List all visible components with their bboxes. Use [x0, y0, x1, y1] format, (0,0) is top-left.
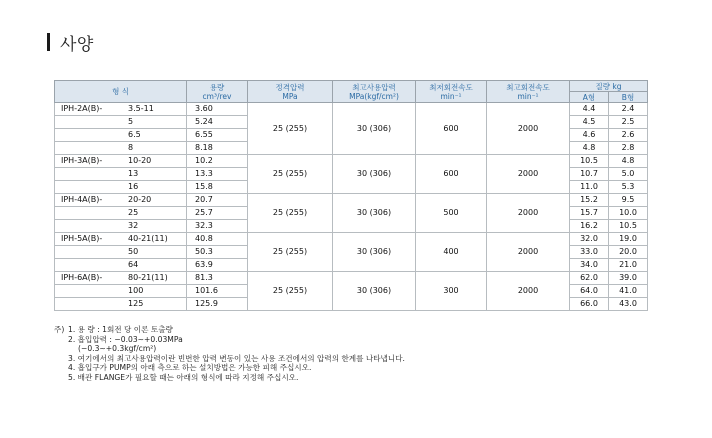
table-row	[55, 194, 648, 207]
model-cell	[55, 246, 121, 259]
title-marker	[47, 33, 50, 51]
size-cell: 40-21(11)	[120, 233, 186, 246]
header-max-speed-label: 최고회전속도	[506, 82, 550, 92]
header-rated-pressure-label: 정격압력	[275, 82, 305, 92]
notes-prefix: 주)	[54, 325, 65, 334]
weight-a-cell: 16.2	[570, 220, 609, 233]
size-cell: 64	[120, 259, 186, 272]
rated-pressure-cell: 25 (255)	[248, 103, 333, 155]
weight-a-cell: 11.0	[570, 181, 609, 194]
size-cell: 5	[120, 116, 186, 129]
table-row	[55, 155, 648, 168]
rated-pressure-cell: 25 (255)	[248, 272, 333, 311]
displacement-cell: 50.3	[187, 246, 248, 259]
weight-a-cell: 10.7	[570, 168, 609, 181]
model-cell	[55, 259, 121, 272]
max-pressure-cell: 30 (306)	[333, 155, 416, 194]
weight-a-cell: 10.5	[570, 155, 609, 168]
size-cell: 10-20	[120, 155, 186, 168]
header-min-speed-unit: min⁻¹	[440, 91, 462, 101]
model-cell	[55, 116, 121, 129]
weight-a-cell: 15.7	[570, 207, 609, 220]
model-cell	[55, 298, 121, 311]
max-pressure-cell: 30 (306)	[333, 233, 416, 272]
model-cell: IPH-2A(B)-	[55, 103, 121, 116]
model-cell	[55, 207, 121, 220]
max-pressure-cell: 30 (306)	[333, 194, 416, 233]
displacement-cell: 5.24	[187, 116, 248, 129]
weight-b-cell: 9.5	[609, 194, 648, 207]
header-weight-b: B형	[609, 92, 648, 103]
max-speed-cell: 2000	[487, 194, 570, 233]
weight-a-cell: 33.0	[570, 246, 609, 259]
header-model: 형 식	[55, 81, 187, 103]
header-max-pressure	[333, 81, 416, 103]
model-cell: IPH-5A(B)-	[55, 233, 121, 246]
header-rated-pressure	[248, 81, 333, 103]
weight-b-cell: 19.0	[609, 233, 648, 246]
displacement-cell: 10.2	[187, 155, 248, 168]
weight-b-cell: 39.0	[609, 272, 648, 285]
displacement-cell: 8.18	[187, 142, 248, 155]
size-cell: 6.5	[120, 129, 186, 142]
min-speed-cell: 500	[416, 194, 487, 233]
weight-a-cell: 62.0	[570, 272, 609, 285]
size-cell: 100	[120, 285, 186, 298]
displacement-cell: 63.9	[187, 259, 248, 272]
weight-a-cell: 64.0	[570, 285, 609, 298]
header-displacement-label: 용량	[209, 82, 225, 92]
header-max-pressure-unit: MPa(kgf/cm²)	[349, 91, 399, 101]
weight-b-cell: 43.0	[609, 298, 648, 311]
weight-b-cell: 5.3	[609, 181, 648, 194]
header-max-pressure-label: 최고사용압력	[352, 82, 396, 92]
min-speed-cell: 600	[416, 103, 487, 155]
max-speed-cell: 2000	[487, 155, 570, 194]
table-row	[55, 272, 648, 285]
max-pressure-cell: 30 (306)	[333, 103, 416, 155]
max-speed-cell: 2000	[487, 103, 570, 155]
weight-a-cell: 15.2	[570, 194, 609, 207]
size-cell: 25	[120, 207, 186, 220]
note-2: 2. 흡입압력 : −0.03~+0.03MPa	[68, 334, 183, 344]
max-speed-cell: 2000	[487, 233, 570, 272]
model-cell: IPH-6A(B)-	[55, 272, 121, 285]
notes	[54, 325, 405, 383]
header-min-speed	[416, 81, 487, 103]
note-3: 3. 여기에서의 최고사용압력이란 빈번한 압력 변동이 있는 사용 조건에서의 압력의 한계를 나타냅니다.	[68, 353, 405, 363]
displacement-cell: 6.55	[187, 129, 248, 142]
weight-a-cell: 4.4	[570, 103, 609, 116]
weight-b-cell: 2.4	[609, 103, 648, 116]
weight-b-cell: 5.0	[609, 168, 648, 181]
rated-pressure-cell: 25 (255)	[248, 233, 333, 272]
table-row	[55, 103, 648, 116]
rated-pressure-cell: 25 (255)	[248, 155, 333, 194]
max-speed-cell: 2000	[487, 272, 570, 311]
header-min-speed-label: 최저회전속도	[429, 82, 473, 92]
spec-table-body	[55, 103, 648, 311]
model-cell	[55, 142, 121, 155]
weight-a-cell: 4.8	[570, 142, 609, 155]
header-max-speed-unit: min⁻¹	[517, 91, 539, 101]
model-cell	[55, 220, 121, 233]
model-cell	[55, 181, 121, 194]
weight-b-cell: 10.0	[609, 207, 648, 220]
weight-b-cell: 4.8	[609, 155, 648, 168]
spec-table	[54, 80, 648, 311]
displacement-cell: 3.60	[187, 103, 248, 116]
weight-b-cell: 21.0	[609, 259, 648, 272]
size-cell: 32	[120, 220, 186, 233]
displacement-cell: 40.8	[187, 233, 248, 246]
weight-b-cell: 41.0	[609, 285, 648, 298]
weight-b-cell: 2.6	[609, 129, 648, 142]
header-weight: 질량 kg	[570, 81, 648, 92]
note-2-unit: (−0.3~+0.3kgf/cm²)	[78, 344, 157, 354]
size-cell: 125	[120, 298, 186, 311]
size-cell: 16	[120, 181, 186, 194]
size-cell: 13	[120, 168, 186, 181]
displacement-cell: 125.9	[187, 298, 248, 311]
note-5: 5. 배관 FLANGE가 필요할 때는 아래의 형식에 따라 지정해 주십시오.	[68, 372, 299, 382]
min-speed-cell: 600	[416, 155, 487, 194]
model-cell	[55, 129, 121, 142]
displacement-cell: 32.3	[187, 220, 248, 233]
note-1: 1. 용 량 : 1회전 당 이론 토출량	[68, 325, 173, 334]
size-cell: 50	[120, 246, 186, 259]
size-cell: 3.5-11	[120, 103, 186, 116]
header-displacement-unit: cm³/rev	[202, 91, 232, 101]
model-cell	[55, 285, 121, 298]
weight-b-cell: 2.8	[609, 142, 648, 155]
table-row	[55, 233, 648, 246]
min-speed-cell: 400	[416, 233, 487, 272]
displacement-cell: 101.6	[187, 285, 248, 298]
weight-a-cell: 66.0	[570, 298, 609, 311]
weight-a-cell: 32.0	[570, 233, 609, 246]
displacement-cell: 20.7	[187, 194, 248, 207]
displacement-cell: 13.3	[187, 168, 248, 181]
rated-pressure-cell: 25 (255)	[248, 194, 333, 233]
displacement-cell: 15.8	[187, 181, 248, 194]
weight-a-cell: 4.5	[570, 116, 609, 129]
header-rated-pressure-unit: MPa	[282, 91, 298, 101]
weight-a-cell: 4.6	[570, 129, 609, 142]
page-title: 사양	[60, 35, 94, 55]
model-cell	[55, 168, 121, 181]
weight-a-cell: 34.0	[570, 259, 609, 272]
model-cell: IPH-3A(B)-	[55, 155, 121, 168]
header-max-speed	[487, 81, 570, 103]
size-cell: 80-21(11)	[120, 272, 186, 285]
weight-b-cell: 10.5	[609, 220, 648, 233]
size-cell: 8	[120, 142, 186, 155]
weight-b-cell: 20.0	[609, 246, 648, 259]
displacement-cell: 81.3	[187, 272, 248, 285]
note-4: 4. 흡입구가 PUMP의 아래 측으로 하는 설치방법은 가능한 피해 주십시오.	[68, 363, 312, 373]
size-cell: 20-20	[120, 194, 186, 207]
header-weight-a: A형	[570, 92, 609, 103]
min-speed-cell: 300	[416, 272, 487, 311]
header-displacement	[187, 81, 248, 103]
weight-b-cell: 2.5	[609, 116, 648, 129]
max-pressure-cell: 30 (306)	[333, 272, 416, 311]
displacement-cell: 25.7	[187, 207, 248, 220]
model-cell: IPH-4A(B)-	[55, 194, 121, 207]
